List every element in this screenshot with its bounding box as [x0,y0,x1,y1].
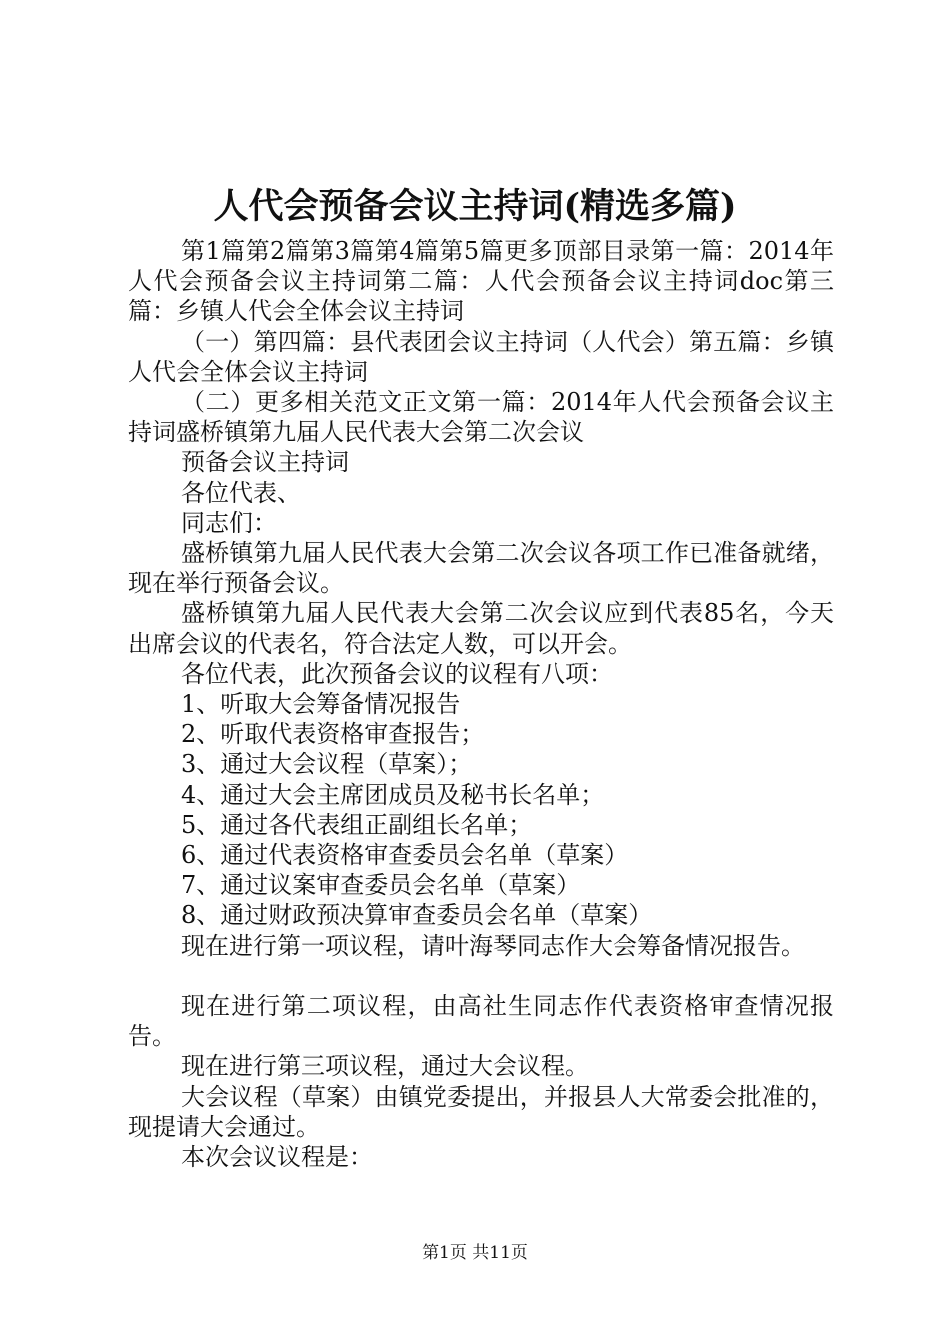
paragraph: 现在进行第三项议程，通过大会议程。 [181,1052,589,1081]
paragraph: 盛桥镇第九届人民代表大会第二次会议应到代表85名，今天出席会议的代表名，符合法定人数，可以开会。 [128,599,834,658]
paragraph: 同志们： [181,508,277,537]
agenda-item: 3、通过大会议程（草案）； [181,750,473,779]
paragraph-contents: 第1篇第2篇第3篇第4篇第5篇更多顶部目录第一篇：2014年人代会预备会议主持词第二篇：人代会预备会议主持词doc第三篇：乡镇人代会全体会议主持词 [128,237,834,326]
agenda-item: 7、通过议案审查委员会名单（草案） [181,871,581,900]
agenda-item: 4、通过大会主席团成员及秘书长名单； [181,780,605,809]
paragraph: 现在进行第一项议程，请叶海琴同志作大会筹备情况报告。 [181,931,805,960]
agenda-item: 8、通过财政预决算审查委员会名单（草案） [181,901,653,930]
agenda-item: 1、听取大会筹备情况报告 [181,690,461,719]
paragraph: 各位代表、 [181,478,301,507]
paragraph: 盛桥镇第九届人民代表大会第二次会议各项工作已准备就绪，现在举行预备会议。 [128,539,834,598]
paragraph: （二）更多相关范文正文第一篇：2014年人代会预备会议主持词盛桥镇第九届人民代表大会第二次会议 [128,388,834,447]
agenda-item: 2、听取代表资格审查报告； [181,720,485,749]
paragraph: 大会议程（草案）由镇党委提出，并报县人大常委会批准的，现提请大会通过。 [128,1082,834,1141]
document-body [128,236,834,1172]
page-footer: 第1页 共11页 [422,1243,528,1263]
paragraph: （一）第四篇：县代表团会议主持词（人代会）第五篇：乡镇人代会全体会议主持词 [128,327,834,386]
paragraph: 现在进行第二项议程，由高社生同志作代表资格审查情况报告。 [128,992,834,1051]
paragraph: 预备会议主持词 [181,448,349,477]
document-title: 人代会预备会议主持词(精选多篇) [213,186,737,227]
paragraph: 本次会议议程是： [181,1143,373,1172]
paragraph: 各位代表，此次预备会议的议程有八项： [181,659,613,688]
agenda-item: 5、通过各代表组正副组长名单； [181,810,533,839]
agenda-item: 6、通过代表资格审查委员会名单（草案） [181,841,629,870]
